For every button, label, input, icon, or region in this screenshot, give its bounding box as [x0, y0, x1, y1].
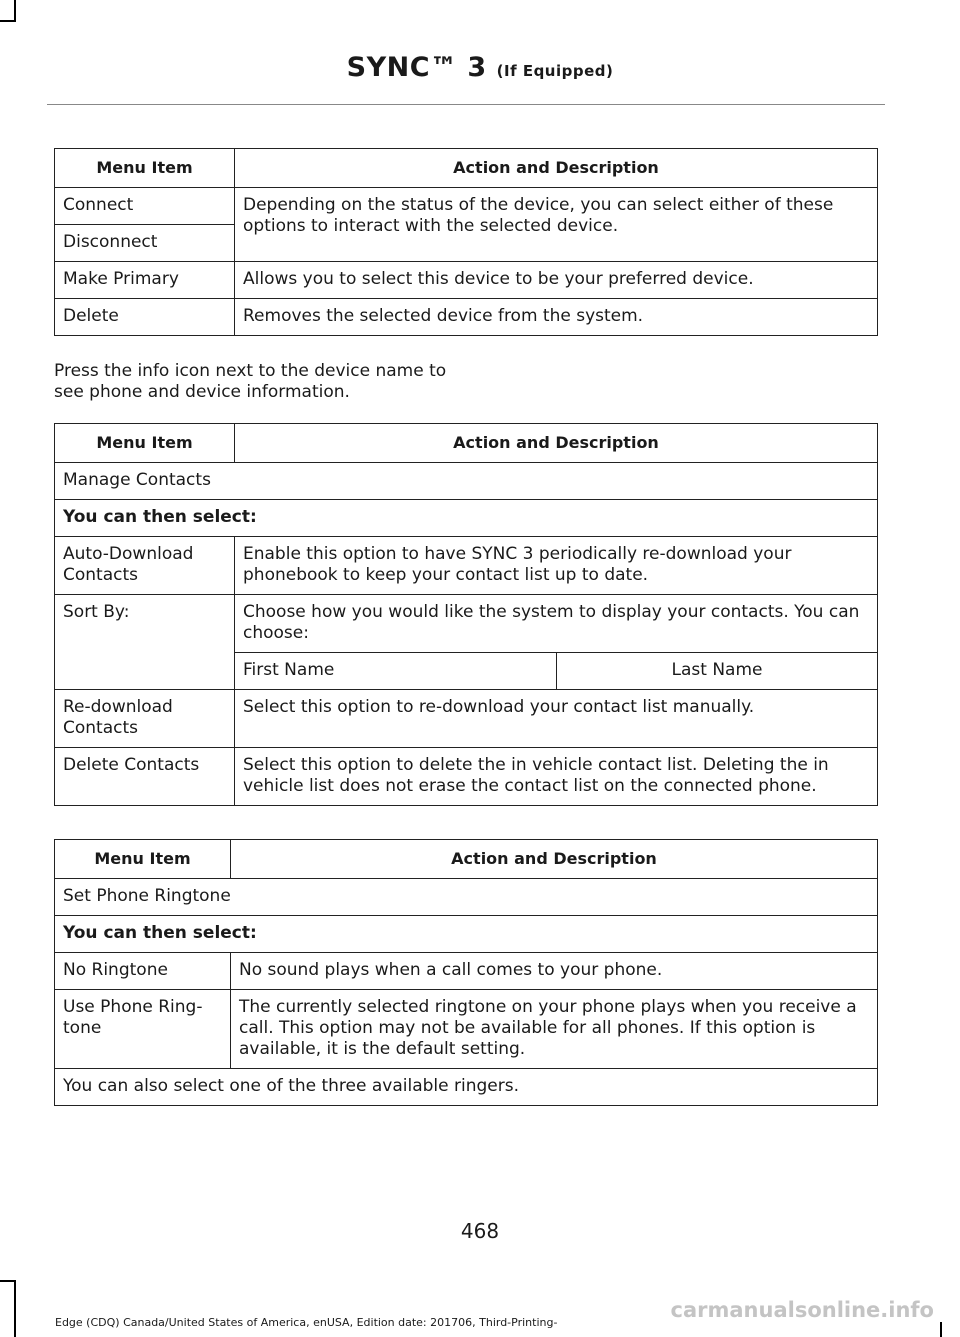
description-cell: Choose how you would like the system to display your contacts. You can choose: [235, 595, 878, 653]
column-header-menu-item: Menu Item [55, 424, 235, 463]
menu-item-cell: Connect [55, 188, 235, 225]
column-header-action: Action and Description [231, 840, 878, 879]
table-header-row [55, 840, 878, 879]
table-row [55, 748, 878, 806]
table-row [55, 595, 878, 653]
table-row [55, 262, 878, 299]
description-cell: The currently selected ringtone on your phone plays when you receive a call. This option may not be available for all phones. If this option is available, it is the default setting. [231, 990, 878, 1069]
footer-edition: Edge (CDQ) Canada/United States of America, enUSA, Edition date: 201706, Third-Printing- [55, 1316, 558, 1329]
menu-item-cell: Use Phone Ring-tone [55, 990, 231, 1069]
table-row [55, 1069, 878, 1106]
menu-item-cell: Sort By: [55, 595, 235, 690]
table-row [55, 188, 878, 225]
table-row [55, 463, 878, 500]
header-rule [47, 104, 885, 105]
menu-item-cell: Re-download Contacts [55, 690, 235, 748]
table-row [55, 990, 878, 1069]
section-label: You can then select: [55, 916, 878, 953]
description-cell: No sound plays when a call comes to your phone. [231, 953, 878, 990]
sort-option-last-name: Last Name [557, 653, 878, 690]
menu-item-cell: Make Primary [55, 262, 235, 299]
table-row [55, 537, 878, 595]
description-cell: Depending on the status of the device, you can select either of these options to interact with the selected device. [235, 188, 878, 262]
description-cell: Removes the selected device from the system. [235, 299, 878, 336]
contacts-menu-table [54, 423, 878, 806]
description-cell: Allows you to select this device to be your preferred device. [235, 262, 878, 299]
column-header-action: Action and Description [235, 149, 878, 188]
watermark: carmanualsonline.info [670, 1298, 934, 1322]
info-paragraph: Press the info icon next to the device name to see phone and device information. [54, 361, 447, 402]
section-label: Set Phone Ringtone [55, 879, 878, 916]
page-header [0, 52, 960, 83]
description-cell: Enable this option to have SYNC 3 periodically re-download your phonebook to keep your contact list up to date. [235, 537, 878, 595]
ringtone-menu-table [54, 839, 878, 1106]
menu-item-cell: Delete Contacts [55, 748, 235, 806]
section-label: Manage Contacts [55, 463, 878, 500]
table-row [55, 953, 878, 990]
crop-mark [0, 20, 16, 22]
column-header-menu-item: Menu Item [55, 149, 235, 188]
header-title: SYNC™ 3 [346, 52, 487, 83]
section-label: You can then select: [55, 500, 878, 537]
crop-mark [940, 1322, 942, 1337]
table-row [55, 690, 878, 748]
menu-item-cell: Disconnect [55, 225, 235, 262]
column-header-action: Action and Description [235, 424, 878, 463]
table-row [55, 879, 878, 916]
device-menu-table [54, 148, 878, 336]
menu-item-cell: No Ringtone [55, 953, 231, 990]
table-header-row [55, 149, 878, 188]
crop-mark [0, 1280, 16, 1282]
header-subtitle: (If Equipped) [496, 62, 614, 80]
menu-item-cell: Auto-Download Contacts [55, 537, 235, 595]
description-cell: Select this option to delete the in vehicle contact list. Deleting the in vehicle list does not erase the contact list on the connected phone. [235, 748, 878, 806]
description-cell: Select this option to re-download your contact list manually. [235, 690, 878, 748]
table-row [55, 500, 878, 537]
column-header-menu-item: Menu Item [55, 840, 231, 879]
footnote-cell: You can also select one of the three available ringers. [55, 1069, 878, 1106]
crop-mark [14, 0, 16, 22]
page-number: 468 [460, 1219, 500, 1243]
table-row [55, 916, 878, 953]
sort-option-first-name: First Name [235, 653, 557, 690]
crop-mark [14, 1280, 16, 1337]
menu-item-cell: Delete [55, 299, 235, 336]
table-header-row [55, 424, 878, 463]
table-row [55, 299, 878, 336]
